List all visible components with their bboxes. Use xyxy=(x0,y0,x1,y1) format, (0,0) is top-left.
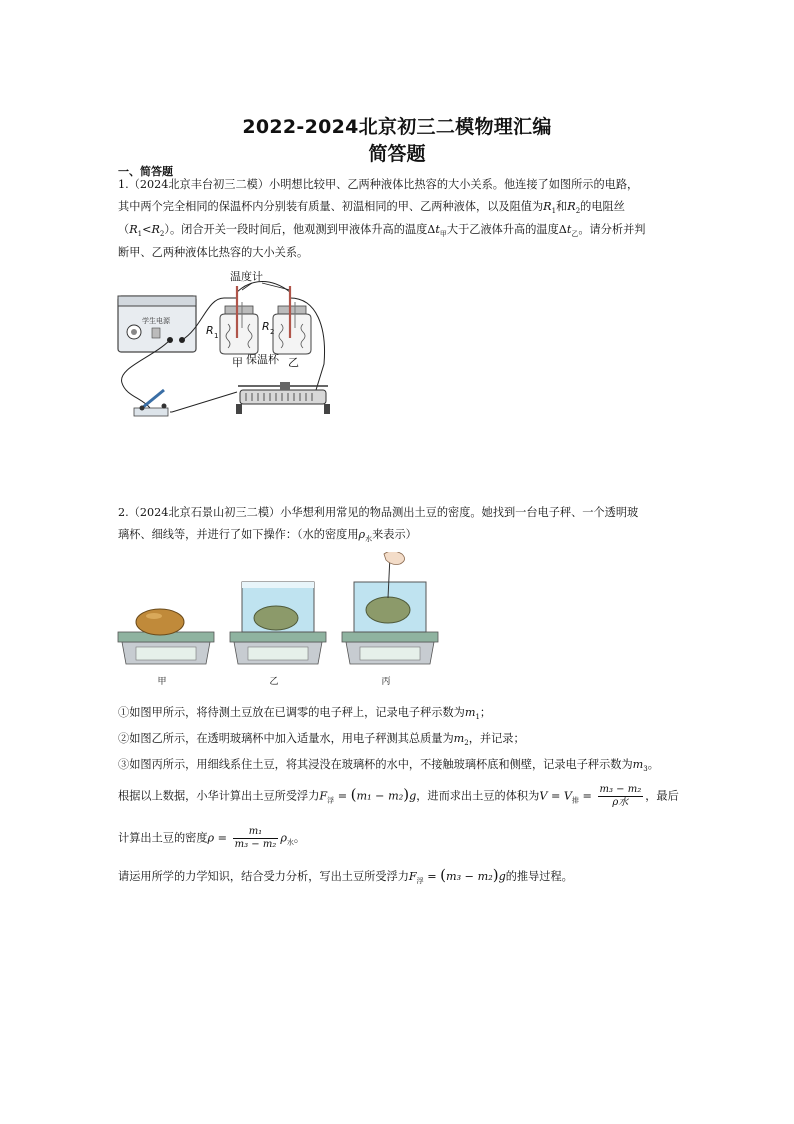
caption-bing: 丙 xyxy=(381,677,391,687)
r2-label: R xyxy=(262,320,270,333)
jia-label: 甲 xyxy=(232,356,243,369)
r1-sub: 1 xyxy=(214,332,219,340)
hand-icon xyxy=(384,552,405,565)
potato-icon xyxy=(254,606,298,630)
q2-line-2: 璃杯、细线等，并进行了如下操作：（水的密度用$\rho_水$来表示） xyxy=(118,528,417,544)
q2-step-1: ①如图甲所示，将待测土豆放在已调零的电子秤上，记录电子秤示数为$m_1$； xyxy=(118,706,492,722)
document-title: 2022-2024北京初三二模物理汇编 xyxy=(242,116,552,138)
q1-line-4: 断甲、乙两种液体比热容的大小关系。 xyxy=(118,246,309,259)
scale-yi xyxy=(230,582,326,664)
volume-fraction: $\frac{\text{m₃ − m₂}}{\text{ρ水}}$ xyxy=(599,784,642,808)
r1-label: R xyxy=(206,324,214,337)
section-heading: 一、简答题 xyxy=(118,165,173,178)
q2-step-2: ②如图乙所示，在透明玻璃杯中加入适量水，用电子秤测其总质量为$m_2$，并记录； xyxy=(118,732,525,748)
q1-line-3: $(R_1<R_2)$。闭合开关一段时间后，他观测到甲液体升高的温度$\Delta t_甲$大于乙液体升高的温度$\Delta t_乙$。请分析并判 xyxy=(118,223,646,239)
power-supply-label: 学生电源 xyxy=(142,317,170,325)
insulated-cup-yi xyxy=(273,286,311,354)
density-fraction: $\frac{\text{m₁}}{\text{m₃ − m₂}}$ xyxy=(234,826,277,850)
q2-question: 请运用所学的力学知识，结合受力分析，写出土豆所受浮力$F_浮 = (m_3 - m_2)g$的推导过程。 xyxy=(118,866,573,886)
scale-bing xyxy=(342,552,438,664)
document-subtitle: 简答题 xyxy=(368,143,426,165)
yi-label: 乙 xyxy=(288,356,299,369)
caption-jia: 甲 xyxy=(157,677,167,687)
switch-icon xyxy=(134,390,168,416)
potato-icon xyxy=(136,609,184,635)
cup-label: 保温杯 xyxy=(246,353,279,366)
insulated-cup-jia xyxy=(220,286,258,354)
q2-step-3: ③如图丙所示，用细线系住土豆，将其浸没在玻璃杯的水中，不接触玻璃杯底和侧壁，记录电子秤示数为$m_3$。 xyxy=(118,758,659,774)
scale-jia xyxy=(118,609,214,664)
potato-icon xyxy=(366,597,410,623)
q2-calc-2: 计算出土豆的密度ρ = $\frac{\text{m₁}}{\text{m₃ − m₂}}$ $\rho_水$。 xyxy=(118,826,306,850)
caption-yi: 乙 xyxy=(269,677,279,687)
r2-sub: 2 xyxy=(270,328,275,336)
thermometer-label: 温度计 xyxy=(230,270,263,283)
q2-line-1: 2.（2024北京石景山初三二模）小华想利用常见的物品测出土豆的密度。她找到一台电子秤、一个透明玻 xyxy=(118,506,639,519)
q1-line-2: 其中两个完全相同的保温杯内分别装有质量、初温相同的甲、乙两种液体，以及阻值为$R_1$和$R_2$的电阻丝 xyxy=(118,200,625,216)
scales-figure xyxy=(114,552,444,692)
rheostat-icon xyxy=(236,382,330,414)
q2-calc-1: 根据以上数据，小华计算出土豆所受浮力$F_浮 = (m_1 - m_2)g$，进而求出土豆的体积为$V = V_排$ = $\frac{\text{m₃ − m₂}}{\text{ρ水}}$ ，最后 xyxy=(118,784,679,808)
q1-line-1: 1.（2024北京丰台初三二模）小明想比较甲、乙两种液体比热容的大小关系。他连接了如图所示的电路， xyxy=(118,178,639,191)
circuit-figure xyxy=(112,268,362,430)
